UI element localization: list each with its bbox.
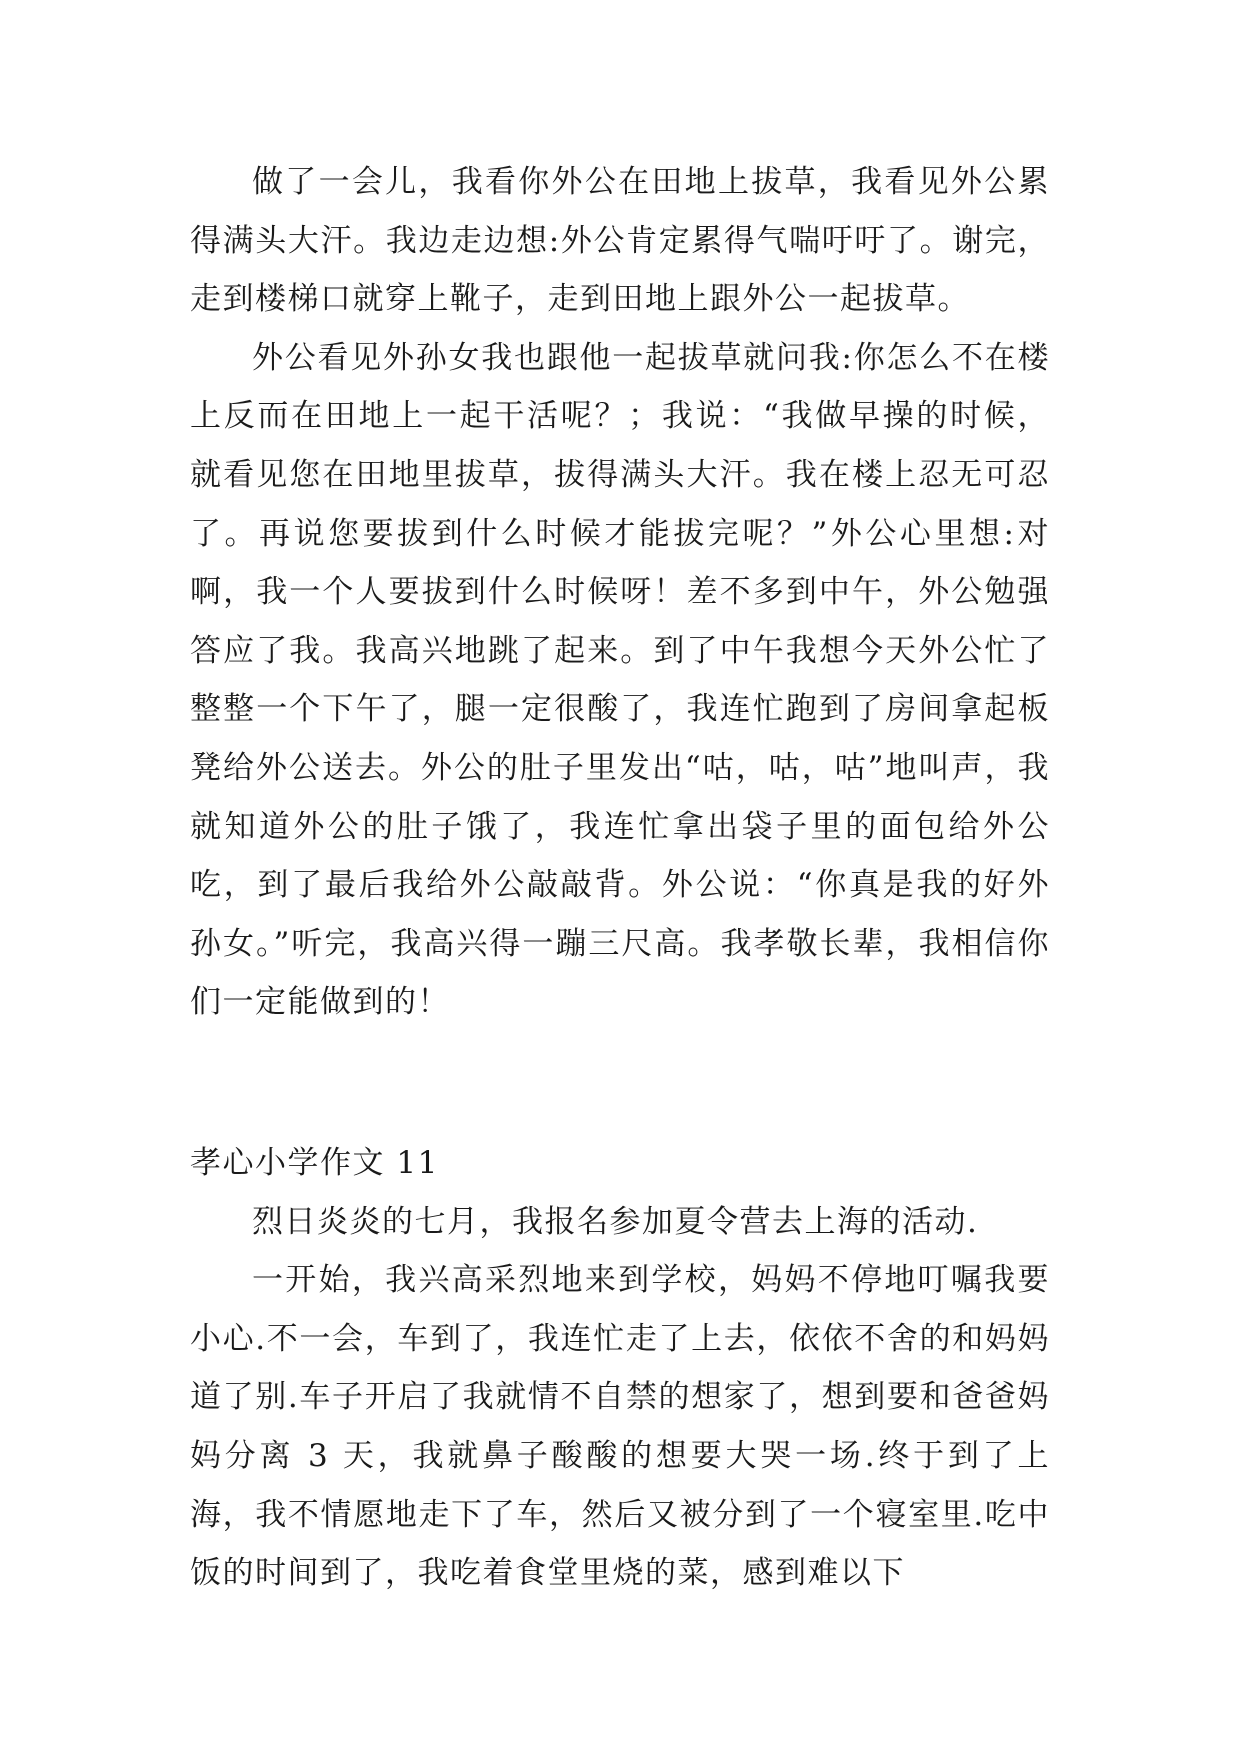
essay-section-11 (190, 1134, 1050, 1603)
essay-continuation (190, 153, 1050, 1032)
paragraph: 做了一会儿，我看你外公在田地上拔草，我看见外公累得满头大汗。我边走边想:外公肯定累得气喘吁吁了。谢完，走到楼梯口就穿上靴子，走到田地上跟外公一起拔草。 (190, 164, 1050, 318)
paragraph: 一开始，我兴高采烈地来到学校，妈妈不停地叮嘱我要小心.不一会，车到了，我连忙走了上去，依依不舍的和妈妈道了别.车子开启了我就情不自禁的想家了，想到要和爸爸妈妈分离 3 天，我就鼻子酸酸的想要大哭一场.终于到了上海，我不情愿地走下了车，然后又被分到了一个寝室里.吃中饭的时间到了，我吃着食堂里烧的菜，感到难以下 (190, 1262, 1050, 1592)
paragraph: 烈日炎炎的七月，我报名参加夏令营去上海的活动. (252, 1203, 979, 1240)
paragraph: 外公看见外孙女我也跟他一起拔草就问我:你怎么不在楼上反而在田地上一起干活呢？；我说：“我做早操的时候，就看见您在田地里拔草，拔得满头大汗。我在楼上忍无可忍了。再说您要拔到什么时候才能拔完呢？”外公心里想:对啊，我一个人要拔到什么时候呀！差不多到中午，外公勉强答应了我。我高兴地跳了起来。到了中午我想今天外公忙了整整一个下午了，腿一定很酸了，我连忙跑到了房间拿起板凳给外公送去。外公的肚子里发出“咕，咕，咕”地叫声，我就知道外公的肚子饿了，我连忙拿出袋子里的面包给外公吃，到了最后我给外公敲敲背。外公说：“你真是我的好外孙女。”听完，我高兴得一蹦三尺高。我孝敬长辈，我相信你们一定能做到的！ (190, 339, 1050, 1021)
section-heading: 孝心小学作文 11 (190, 1145, 439, 1181)
